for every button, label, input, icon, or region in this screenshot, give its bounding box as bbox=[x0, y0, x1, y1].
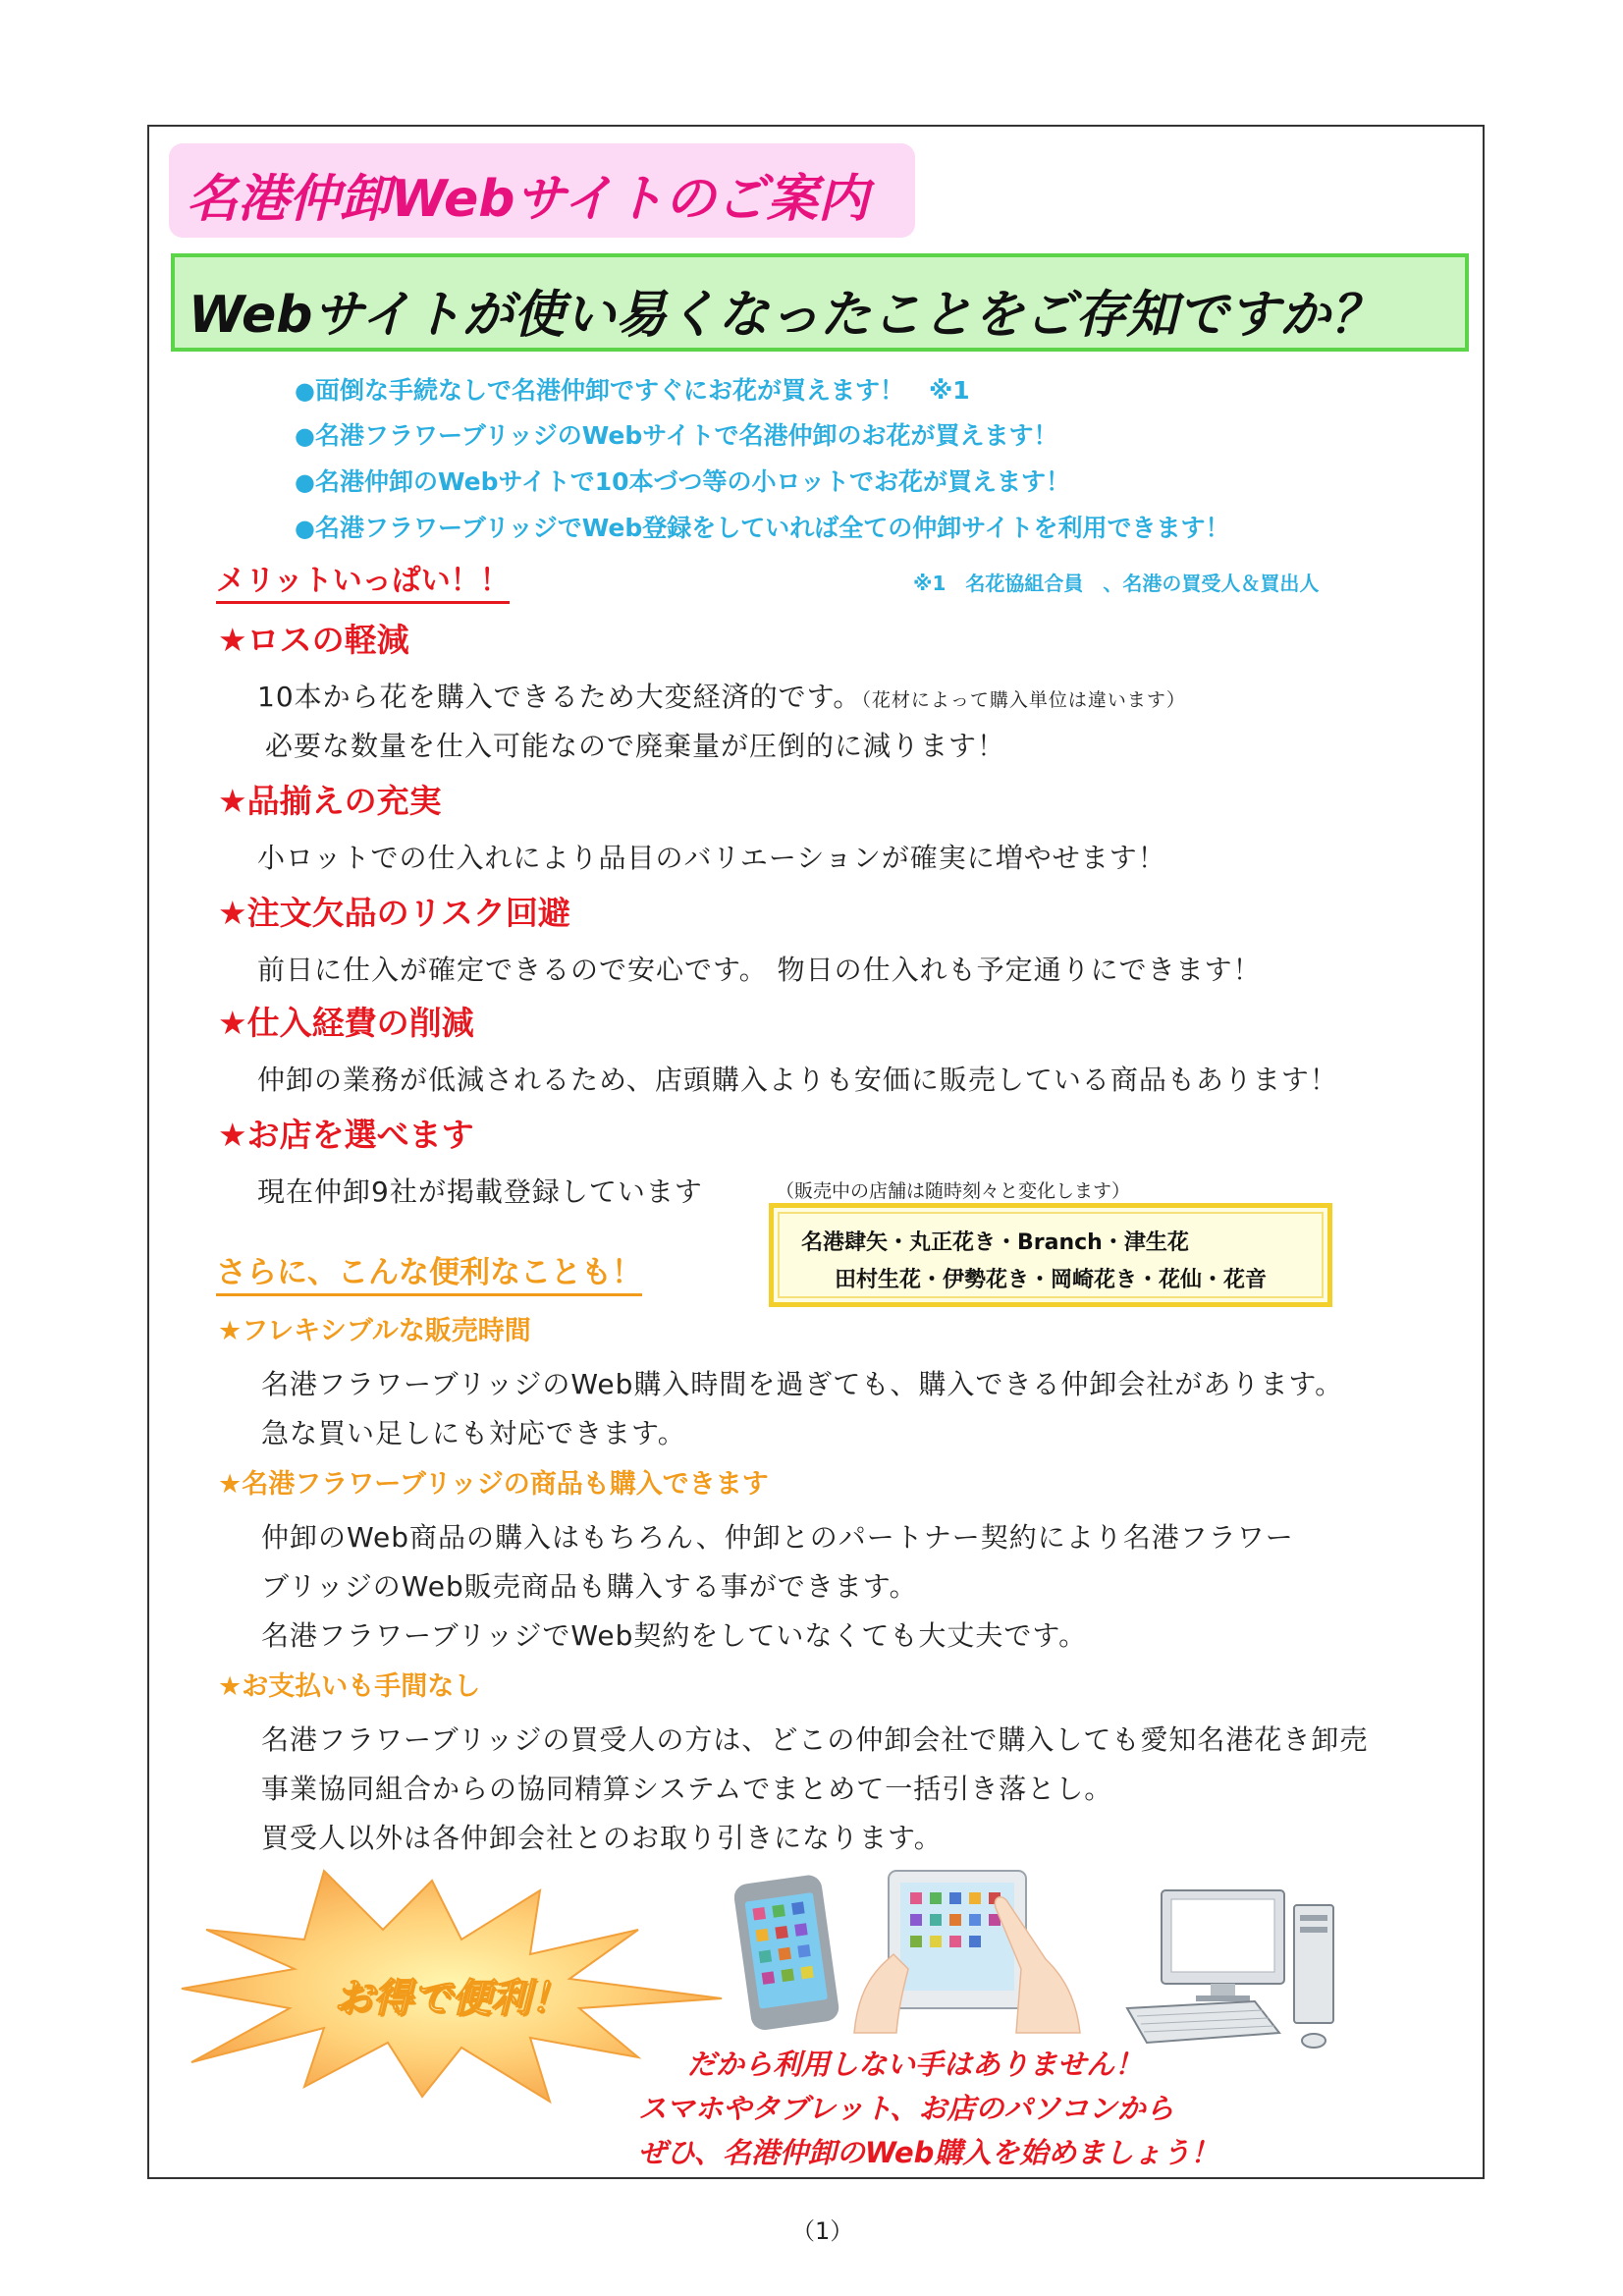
convenience-item-heading: ★名港フラワーブリッジの商品も購入できます bbox=[218, 1469, 769, 1500]
convenience-line: 事業協同組合からの協同精算システムでまとめて一括引き落とし。 bbox=[261, 1773, 1113, 1805]
section-line-text: 10本から花を購入できるため大変経済的です。 bbox=[257, 681, 862, 713]
tablet-icon bbox=[849, 1861, 1085, 2038]
shops-box bbox=[769, 1203, 1332, 1307]
section-line: 必要な数量を仕入可能なので廃棄量が圧倒的に減ります！ bbox=[265, 730, 1006, 762]
section-line: 仲卸の業務が低減されるため、店頭購入よりも安価に販売している商品もあります！ bbox=[257, 1064, 1338, 1096]
cta-line: ぜひ、名港仲卸のWeb購入を始めましょう！ bbox=[638, 2136, 1219, 2169]
bullet-item bbox=[295, 416, 1058, 452]
convenience-item-heading: ★フレキシブルな販売時間 bbox=[218, 1316, 531, 1346]
convenience-line: 買受人以外は各仲卸会社とのお取り引きになります。 bbox=[261, 1822, 943, 1854]
bullet-text: 名港フラワーブリッジでWeb登録をしていれば全ての仲卸サイトを利用できます！ bbox=[314, 514, 1230, 542]
convenience-line: 急な買い足しにも対応できます。 bbox=[261, 1417, 686, 1449]
section-heading: ★お店を選べます bbox=[218, 1116, 474, 1154]
cta-line: だから利用しない手はありません！ bbox=[687, 2048, 1144, 2081]
bullet-dot-icon: ● bbox=[295, 468, 315, 496]
bullet-item bbox=[295, 371, 970, 407]
convenience-line: ブリッジのWeb販売商品も購入する事ができます。 bbox=[261, 1570, 918, 1603]
smartphone-icon bbox=[734, 1871, 842, 2033]
convenience-line: 名港フラワーブリッジでWeb契約をしていなくても大丈夫です。 bbox=[261, 1619, 1088, 1652]
bullet-text: 名港フラワーブリッジのWebサイトで名港仲卸のお花が買えます！ bbox=[314, 421, 1058, 450]
section-note: （花材によって購入単位は違います） bbox=[861, 689, 1186, 711]
bullet-text: 名港仲卸のWebサイトで10本づつ等の小ロットでお花が買えます！ bbox=[314, 467, 1071, 496]
convenience-line: 名港フラワーブリッジのWeb購入時間を過ぎても、購入できる仲卸会社があります。 bbox=[261, 1368, 1344, 1400]
bullet-dot-icon: ● bbox=[295, 377, 315, 405]
title-banner bbox=[169, 143, 915, 238]
bullet-text: 面倒な手続なしで名港仲卸ですぐにお花が買えます！ ※1 bbox=[314, 376, 970, 405]
desktop-computer-icon bbox=[1117, 1886, 1343, 2052]
shops-line: 名港肆矢・丸正花き・Branch・津生花 bbox=[801, 1230, 1189, 1255]
convenience-line: 名港フラワーブリッジの買受人の方は、どこの仲卸会社で購入しても愛知名港花き卸売 bbox=[261, 1723, 1369, 1756]
convenience-item-heading: ★お支払いも手間なし bbox=[218, 1671, 481, 1702]
merit-heading: メリットいっぱい！！ bbox=[216, 556, 510, 604]
headline-banner bbox=[171, 253, 1469, 352]
section-heading: ★ロスの軽減 bbox=[218, 621, 409, 659]
convenience-heading: さらに、こんな便利なことも！ bbox=[216, 1247, 642, 1296]
bullet-item bbox=[295, 463, 1070, 498]
convenience-line: 仲卸のWeb商品の購入はもちろん、仲卸とのパートナー契約により名港フラワー bbox=[261, 1521, 1294, 1554]
burst-text: お得で便利！ bbox=[334, 1976, 569, 2021]
bullet-item bbox=[295, 509, 1230, 544]
section-line: 小ロットでの仕入れにより品目のバリエーションが確実に増やせます！ bbox=[257, 842, 1166, 874]
section-line: 現在仲卸9社が掲載登録しています bbox=[257, 1175, 703, 1208]
page-title: 名港仲卸Webサイトのご案内 bbox=[187, 170, 869, 229]
page-number: （1） bbox=[791, 2217, 854, 2245]
section-note: （販売中の店舗は随時刻々と変化します） bbox=[776, 1180, 1131, 1202]
footnote: ※1 名花協組合員 、名港の買受人＆買出人 bbox=[913, 572, 1320, 595]
section-heading: ★仕入経費の削減 bbox=[218, 1004, 474, 1042]
section-line: 前日に仕入が確定できるので安心です。 物日の仕入れも予定通りにできます！ bbox=[257, 954, 1262, 986]
section-heading: ★注文欠品のリスク回避 bbox=[218, 894, 570, 932]
shops-line: 田村生花・伊勢花き・岡崎花き・花仙・花音 bbox=[835, 1268, 1268, 1292]
section-line bbox=[257, 676, 1186, 715]
bullet-dot-icon: ● bbox=[295, 515, 315, 542]
section-heading: ★品揃えの充実 bbox=[218, 782, 442, 820]
cta-line: スマホやタブレット、お店のパソコンから bbox=[638, 2092, 1174, 2125]
headline: Webサイトが使い易くなったことをご存知ですか？ bbox=[189, 286, 1381, 345]
bullet-dot-icon: ● bbox=[295, 422, 315, 450]
